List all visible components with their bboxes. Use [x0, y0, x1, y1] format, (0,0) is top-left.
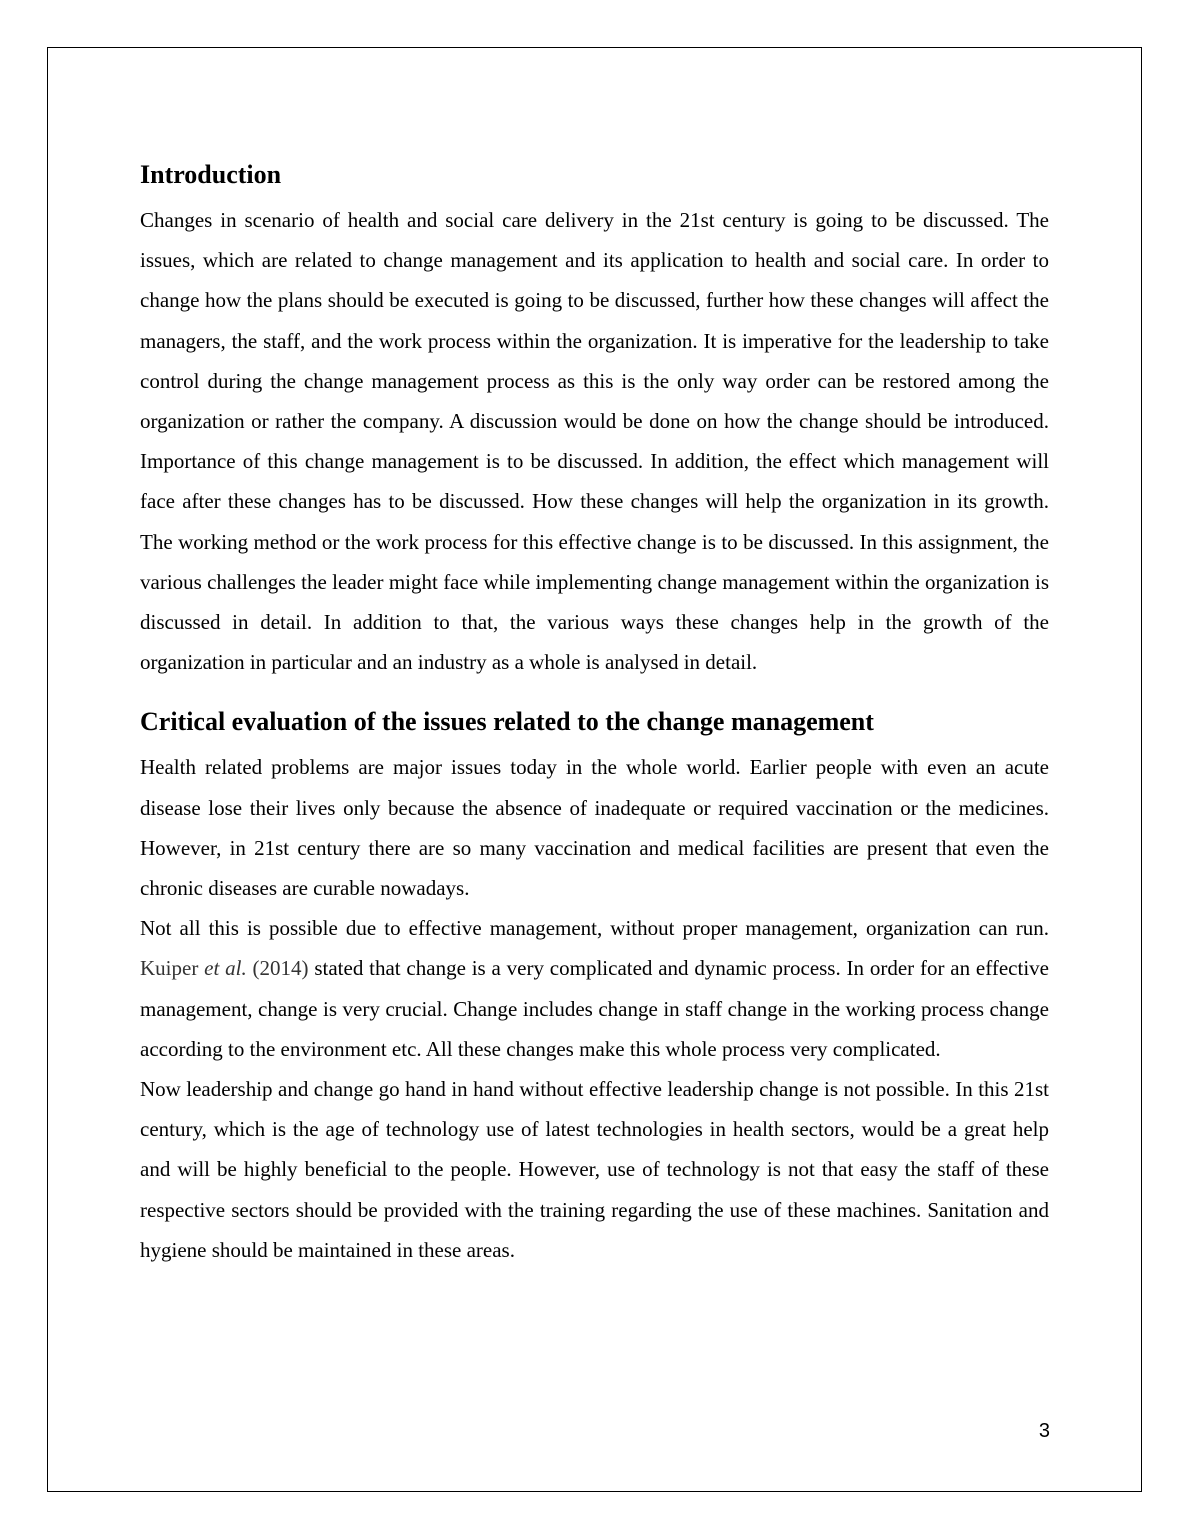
page-number: 3 [1038, 1420, 1050, 1442]
paragraph-health-problems: Health related problems are major issues today in the whole world. Earlier people with even an acute disease lose their lives only because the absence of inadequate or required vaccination or the medicines. However, in 21st century there are so many vaccination and medical facilities are present that even the chronic diseases are curable nowadays. [140, 755, 1049, 901]
citation-etal: et al. [204, 956, 247, 981]
heading-introduction: Introduction [140, 160, 282, 189]
text: Not all this is possible due to effective management, without proper management, organization can run. [140, 916, 1049, 941]
intro-paragraph: Changes in scenario of health and social care delivery in the 21st century is going to be discussed. The issues, which are related to change management and its application to health and social care. In order to change how the plans should be executed is going to be discussed, further how these changes will affect the managers, the staff, and the work process within the organization. It is imperative for the leadership to take control during the change management process as this is the only way order can be restored among the organization or rather the company. A discussion would be done on how the change should be introduced. Importance of this change management is to be discussed. In addition, the effect which management will face after these changes has to be discussed. How these changes will help the organization in its growth. The working method or the work process for this effective change is to be discussed. In this assignment, the various challenges the leader might face while implementing change management within the organization is discussed in detail. In addition to that, the various ways these changes help in the growth of the organization in particular and an industry as a whole is analysed in detail. [140, 208, 1049, 675]
paragraph-leadership: Now leadership and change go hand in hand without effective leadership change is not possible. In this 21st century, which is the age of technology use of latest technologies in health sectors, would be a great help and will be highly beneficial to the people. However, use of technology is not that easy the staff of these respective sectors should be provided with the training regarding the use of these machines. Sanitation and hygiene should be maintained in these areas. [140, 1077, 1049, 1262]
paragraph-management [140, 908, 1049, 1069]
citation-author: Kuiper [140, 956, 205, 981]
document-body [140, 155, 1049, 1270]
citation-year: (2014) [246, 956, 309, 981]
text: stated that change is a very complicated and dynamic process. In order for an effective management, change is very crucial. Change includes change in staff change in the working process change according to the environment etc. All these changes make this whole process very complicated. [140, 956, 1049, 1061]
citation [140, 956, 309, 980]
heading-critical-evaluation: Critical evaluation of the issues related to the change management [140, 707, 874, 737]
